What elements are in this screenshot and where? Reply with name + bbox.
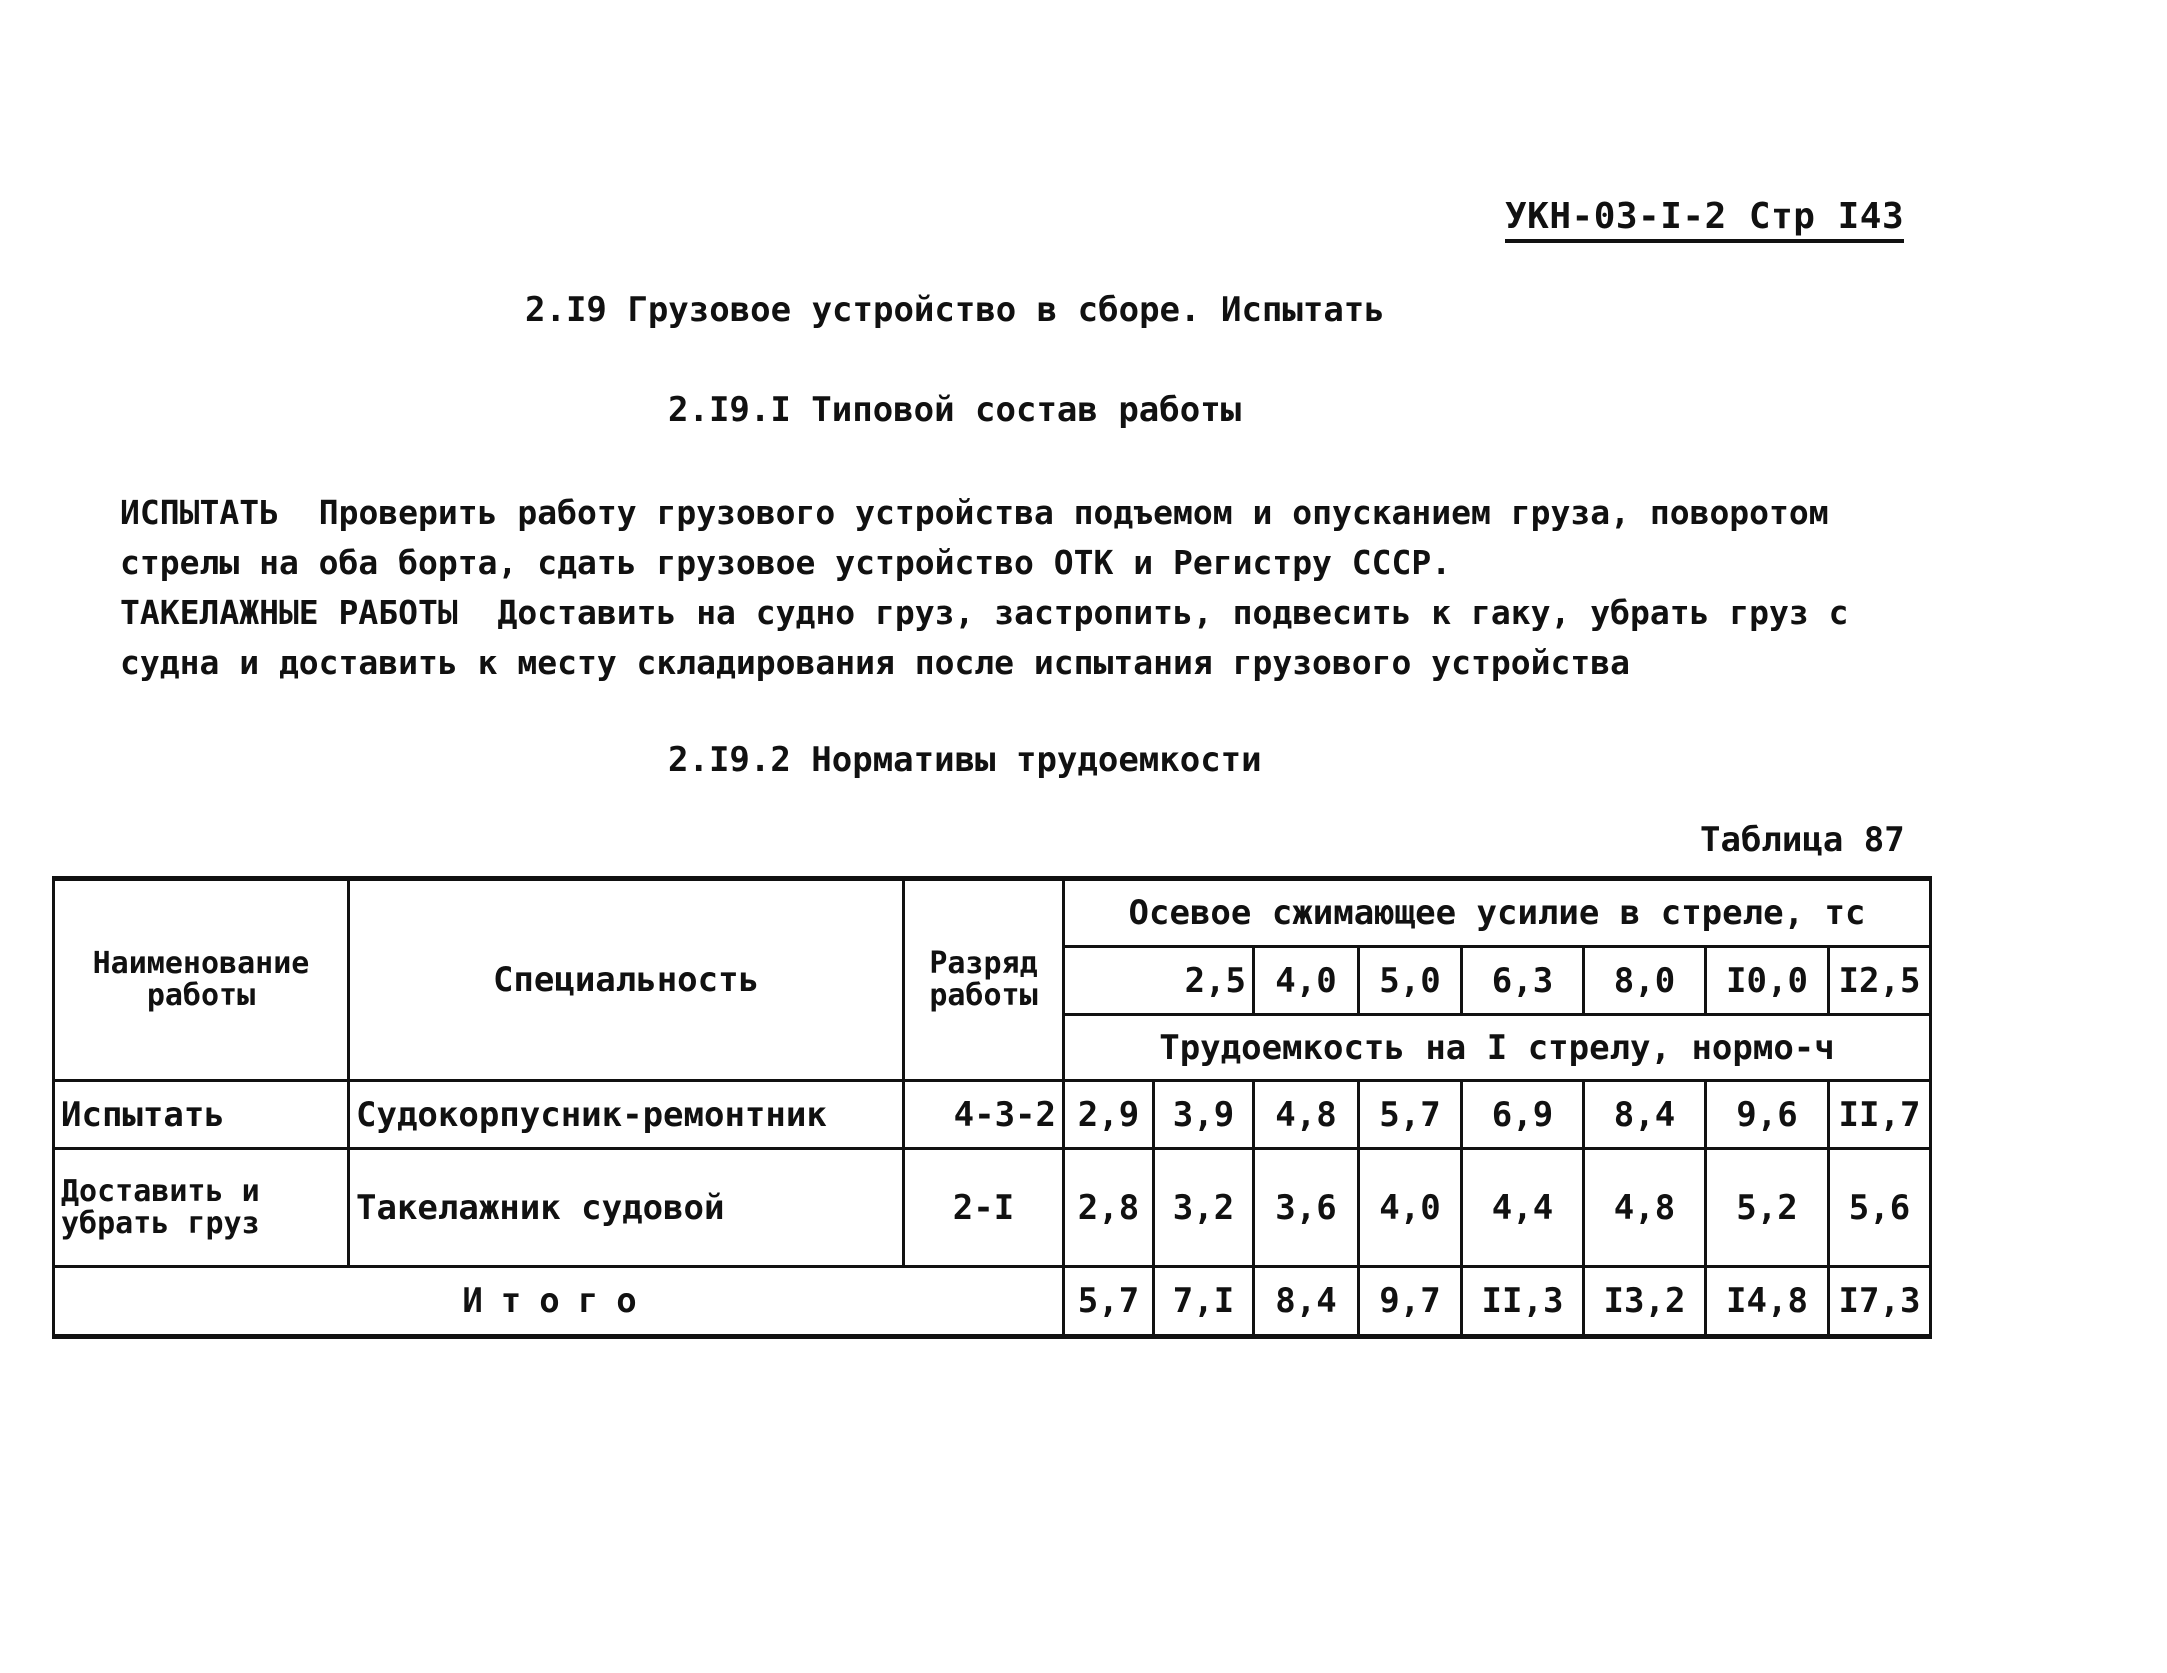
- header-specialty: Специальность: [349, 879, 904, 1081]
- subsection-composition-title: 2.I9.I Типовой состав работы: [668, 390, 1242, 430]
- row-value: 5,7: [1359, 1081, 1462, 1149]
- row-specialty: Судокорпусник-ремонтник: [349, 1081, 904, 1149]
- total-value: I7,3: [1829, 1267, 1931, 1337]
- total-value: I4,8: [1706, 1267, 1829, 1337]
- labor-norms-table: [52, 876, 1932, 1339]
- row-value: 4,8: [1584, 1149, 1706, 1267]
- table-total-row: [54, 1267, 1931, 1337]
- row-grade: 2-I: [904, 1149, 1064, 1267]
- total-value: 9,7: [1359, 1267, 1462, 1337]
- header-axial-force: Осевое сжимающее усилие в стреле, тс: [1064, 879, 1931, 947]
- paragraph-rigging-line-2: судна и доставить к месту складирования после испытания грузового устройства: [120, 643, 1630, 682]
- section-title: 2.I9 Грузовое устройство в сборе. Испытать: [525, 290, 1385, 330]
- paragraph-lead: ТАКЕЛАЖНЫЕ РАБОТЫ: [120, 593, 458, 632]
- row-value: 8,4: [1584, 1081, 1706, 1149]
- total-label: Итого: [462, 1281, 655, 1321]
- force-value: 4,0: [1254, 947, 1359, 1015]
- paragraph-test: [120, 488, 1829, 588]
- row-value: 4,4: [1462, 1149, 1584, 1267]
- total-value: 7,I: [1154, 1267, 1254, 1337]
- total-label-cell: [54, 1267, 1064, 1337]
- row-value: 3,2: [1154, 1149, 1254, 1267]
- document-code: УКН-03-I-2 Стр I43: [1505, 196, 1904, 243]
- subsection-norms-title: 2.I9.2 Нормативы трудоемкости: [668, 740, 1262, 780]
- row-value: II,7: [1829, 1081, 1931, 1149]
- row-value: 5,2: [1706, 1149, 1829, 1267]
- row-value: 6,9: [1462, 1081, 1584, 1149]
- force-value: I2,5: [1829, 947, 1931, 1015]
- row-value: 2,9: [1064, 1081, 1154, 1149]
- force-value: 8,0: [1584, 947, 1706, 1015]
- total-value: 5,7: [1064, 1267, 1154, 1337]
- table-row: [54, 1149, 1931, 1267]
- force-value: I0,0: [1706, 947, 1829, 1015]
- row-value: 4,8: [1254, 1081, 1359, 1149]
- force-value: 6,3: [1462, 947, 1584, 1015]
- table-caption: Таблица 87: [1700, 820, 1905, 860]
- force-value: 2,5: [1064, 947, 1254, 1015]
- total-value: II,3: [1462, 1267, 1584, 1337]
- paragraph-text: Проверить работу грузового устройства подъемом и опусканием груза, поворотом: [318, 493, 1829, 532]
- row-value: 3,9: [1154, 1081, 1254, 1149]
- row-value: 5,6: [1829, 1149, 1931, 1267]
- table-row: [54, 1081, 1931, 1149]
- paragraph-text: Доставить на судно груз, застропить, подвесить к гаку, убрать груз с: [497, 593, 1849, 632]
- header-grade: Разряд работы: [904, 879, 1064, 1081]
- row-value: 3,6: [1254, 1149, 1359, 1267]
- force-value: 5,0: [1359, 947, 1462, 1015]
- total-value: 8,4: [1254, 1267, 1359, 1337]
- header-work-name: Наименование работы: [54, 879, 349, 1081]
- row-value: 4,0: [1359, 1149, 1462, 1267]
- row-specialty: Такелажник судовой: [349, 1149, 904, 1267]
- row-grade: 4-3-2: [904, 1081, 1064, 1149]
- row-value: 2,8: [1064, 1149, 1154, 1267]
- row-value: 9,6: [1706, 1081, 1829, 1149]
- paragraph-rigging-line-1: [120, 588, 1849, 638]
- paragraph-test-line-2: стрелы на оба борта, сдать грузовое устройство ОТК и Регистру СССР.: [120, 543, 1452, 582]
- row-work: Испытать: [54, 1081, 349, 1149]
- paragraph-test-line-1: [120, 488, 1829, 538]
- paragraph-rigging: [120, 588, 1849, 688]
- total-value: I3,2: [1584, 1267, 1706, 1337]
- paragraph-lead: ИСПЫТАТЬ: [120, 493, 279, 532]
- row-work: Доставить и убрать груз: [54, 1149, 349, 1267]
- header-labor: Трудоемкость на I стрелу, нормо-ч: [1064, 1015, 1931, 1081]
